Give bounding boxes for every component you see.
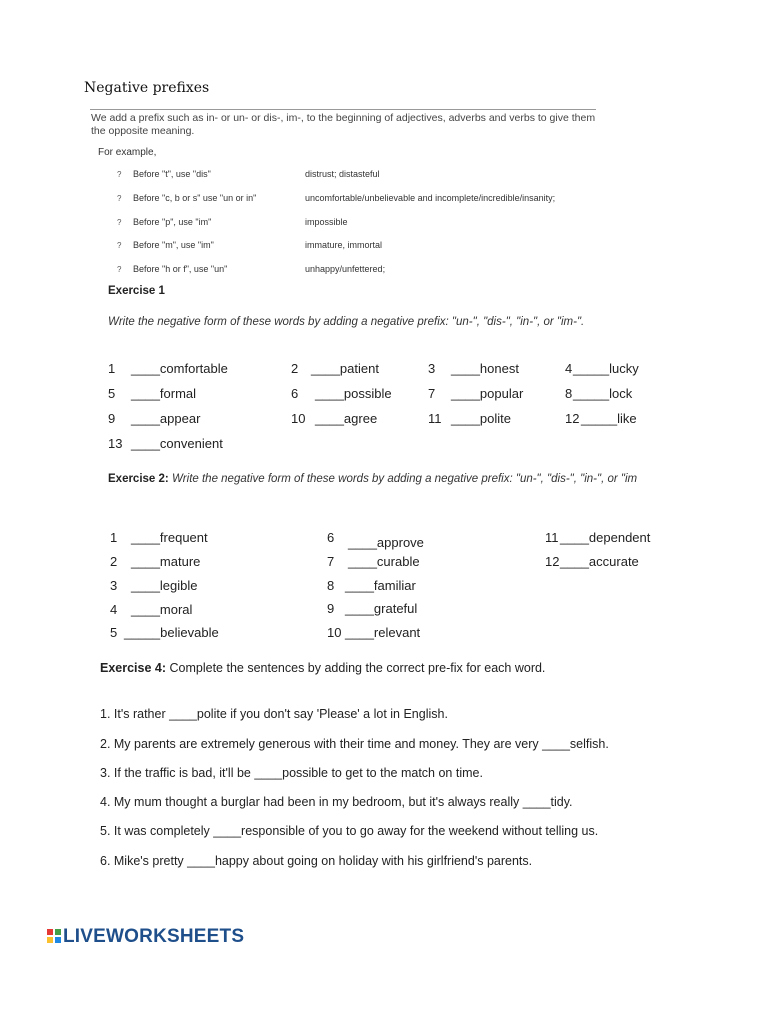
- item-number: 2: [291, 361, 299, 376]
- bullet-icon: ?: [117, 241, 122, 250]
- exercise4-heading: Exercise 4:: [100, 661, 167, 675]
- exercise4-header-line: [100, 661, 545, 675]
- exercise1-instruction: Write the negative form of these words by adding a negative prefix: "un-", "dis-", "in-", or "im-".: [108, 316, 585, 328]
- exercise4-instruction: Complete the sentences by adding the correct pre-fix for each word.: [169, 661, 546, 675]
- item-word[interactable]: ____curable: [348, 554, 420, 569]
- item-word[interactable]: ____comfortable: [131, 361, 228, 376]
- item-word[interactable]: ____popular: [451, 386, 524, 401]
- item-number: 6: [327, 530, 335, 545]
- exercise1-heading: Exercise 1: [108, 285, 165, 297]
- item-word[interactable]: ____patient: [311, 361, 379, 376]
- item-word[interactable]: ____familiar: [345, 578, 416, 593]
- rule-text: Before "p", use "im": [133, 217, 212, 227]
- item-number: 12: [565, 411, 580, 426]
- sentence[interactable]: 1. It's rather ____polite if you don't say 'Please' a lot in English.: [100, 707, 448, 721]
- item-number: 1: [108, 361, 116, 376]
- item-number: 3: [428, 361, 436, 376]
- rule-example: immature, immortal: [305, 240, 383, 250]
- item-number: 10: [291, 411, 306, 426]
- item-number: 9: [327, 601, 335, 616]
- rule-text: Before "c, b or s" use "un or in": [133, 193, 257, 203]
- bullet-icon: ?: [117, 194, 122, 203]
- for-example-label: For example,: [98, 147, 157, 158]
- item-number: 10: [327, 625, 342, 640]
- item-number: 6: [291, 386, 299, 401]
- item-number: 7: [327, 554, 335, 569]
- logo-icon: [47, 929, 61, 943]
- item-number: 12: [545, 554, 560, 569]
- rule-example: impossible: [305, 217, 348, 227]
- item-number: 11: [428, 411, 442, 426]
- item-number: 11: [545, 530, 559, 545]
- item-word[interactable]: ____accurate: [560, 554, 639, 569]
- item-word[interactable]: ____frequent: [131, 530, 208, 545]
- item-number: 13: [108, 436, 123, 451]
- item-word[interactable]: _____lucky: [573, 361, 639, 376]
- item-word[interactable]: ____grateful: [345, 601, 418, 616]
- item-number: 5: [108, 386, 116, 401]
- exercise2-instruction: Write the negative form of these words by adding a negative prefix: "un-", "dis-", "in-", or "im: [171, 473, 638, 485]
- rule-text: Before "t", use "dis": [133, 169, 211, 179]
- exercise2-header-line: [108, 473, 637, 485]
- rule-example: unhappy/unfettered;: [305, 264, 386, 274]
- item-number: 1: [110, 530, 118, 545]
- item-word[interactable]: ____relevant: [345, 625, 421, 640]
- bullet-icon: ?: [117, 265, 122, 274]
- sentence[interactable]: 5. It was completely ____responsible of you to go away for the weekend without telling us.: [100, 824, 599, 838]
- rule-text: Before "h or f", use "un": [133, 264, 228, 274]
- sentence[interactable]: 4. My mum thought a burglar had been in my bedroom, but it's always really ____tidy.: [100, 795, 573, 809]
- sentence[interactable]: 2. My parents are extremely generous with their time and money. They are very ____selfish.: [100, 737, 609, 751]
- sentence[interactable]: 6. Mike's pretty ____happy about going on holiday with his girlfriend's parents.: [100, 854, 533, 868]
- liveworksheets-logo: [47, 926, 244, 948]
- intro-text: We add a prefix such as in- or un- or dis-, im-, to the beginning of adjectives, adverbs and verbs to give them the opposite meaning.: [91, 112, 596, 137]
- item-word[interactable]: ____moral: [131, 602, 193, 617]
- page-title: Negative prefixes: [84, 80, 210, 96]
- bullet-icon: ?: [117, 170, 122, 179]
- item-word[interactable]: ____possible: [315, 386, 392, 401]
- item-word[interactable]: _____believable: [124, 625, 219, 640]
- item-number: 4: [565, 361, 573, 376]
- item-word[interactable]: ____dependent: [560, 530, 651, 545]
- item-word[interactable]: _____like: [581, 411, 637, 426]
- item-number: 8: [327, 578, 335, 593]
- item-number: 8: [565, 386, 573, 401]
- rule-example: uncomfortable/unbelievable and incomplete/incredible/insanity;: [305, 193, 556, 203]
- item-number: 5: [110, 625, 118, 640]
- item-number: 4: [110, 602, 118, 617]
- item-word[interactable]: ____honest: [451, 361, 519, 376]
- item-word[interactable]: _____lock: [573, 386, 633, 401]
- item-number: 3: [110, 578, 118, 593]
- item-number: 9: [108, 411, 116, 426]
- item-number: 2: [110, 554, 118, 569]
- rule-example: distrust; distasteful: [305, 169, 380, 179]
- item-word[interactable]: ____mature: [131, 554, 201, 569]
- item-word[interactable]: ____approve: [348, 535, 424, 550]
- item-number: 7: [428, 386, 436, 401]
- logo-text: LIVEWORKSHEETS: [63, 926, 245, 947]
- rule-text: Before "m", use "im": [133, 240, 214, 250]
- sentence[interactable]: 3. If the traffic is bad, it'll be ____possible to get to the match on time.: [100, 766, 483, 780]
- item-word[interactable]: ____agree: [315, 411, 378, 426]
- item-word[interactable]: ____polite: [451, 411, 511, 426]
- title-divider: [90, 109, 596, 110]
- item-word[interactable]: ____formal: [131, 386, 197, 401]
- item-word[interactable]: ____legible: [131, 578, 198, 593]
- exercise2-heading: Exercise 2:: [108, 473, 169, 485]
- bullet-icon: ?: [117, 218, 122, 227]
- item-word[interactable]: ____appear: [131, 411, 201, 426]
- item-word[interactable]: ____convenient: [131, 436, 223, 451]
